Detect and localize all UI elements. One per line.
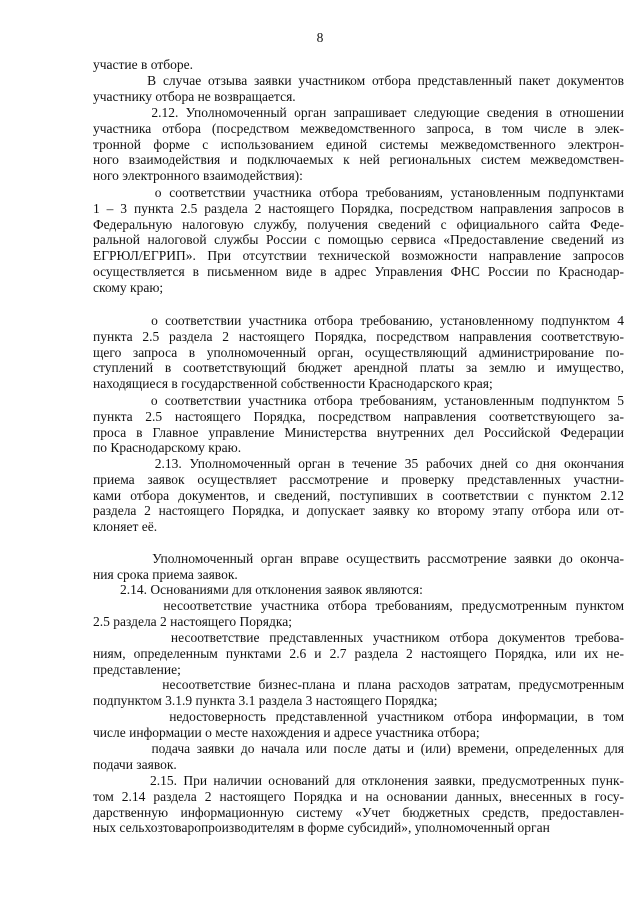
text-line: ЕГРЮЛ/ЕГРИП». При отсутствии технической возможности направление запросов [93,248,624,264]
text-line: 2.14. Основаниями для отклонения заявок являются: [93,582,423,597]
text-line: ступлений в соответствующий бюджет арендной платы за землю и имущество, [93,360,624,376]
text-line: 2.13. Уполномоченный орган в течение 35 рабочих дней со дня окончания [93,456,624,471]
text-line: пункта 2.5 раздела 2 настоящего Порядка, посредством направления соответствую- [93,328,624,344]
text-line: о соответствии участника отбора требованиям, установленным подпунктами [93,185,624,200]
paragraph [93,741,624,773]
paragraph [93,313,624,392]
page-number: 8 [316,30,324,45]
text-line: клоняет её. [93,519,158,535]
text-line: ного электронного взаимодействия): [93,168,303,184]
paragraph [93,393,624,456]
paragraph [93,630,624,677]
text-line: о соответствии участника отбора требованиям, установленным подпунктом 5 [93,393,624,408]
text-line: несоответствие бизнес-плана и плана расходов затратам, предусмотренным [93,677,624,692]
text-line: подпунктом 3.1.9 пункта 3.1 раздела 3 настоящего Порядка; [93,692,438,708]
text-line: ками отбора документов, и сведений, поступивших в соответствии с пунктом 2.12 [93,487,624,503]
text-line: пункта 2.5 настоящего Порядка, посредством направления соответствующего за- [93,408,624,424]
text-line: щего запроса в уполномоченный орган, осуществляющий администрирование по- [93,344,624,360]
paragraph [93,773,624,836]
paragraph [93,551,624,583]
text-line: находящиеся в государственной собственности Краснодарского края; [93,376,493,392]
text-line: ных сельхозтоваропроизводителям в форме субсидий», уполномоченный орган [93,820,550,836]
paragraph [93,677,624,709]
text-line: проса в Главное управление Министерства внутренних дел Российской Федерации [93,424,624,440]
text-line: дарственную информационную систему «Учет бюджетных средств, предоставлен- [93,804,624,820]
paragraph [93,105,624,184]
text-line: раздела 2 настоящего Порядка, и допускает заявку ко второму этапу отбора или от- [93,503,624,519]
text-line: В случае отзыва заявки участником отбора представленный пакет документов [93,73,624,88]
text-line: приема заявок осуществляет рассмотрение и проверку представленных участни- [93,471,624,487]
paragraph [93,185,624,296]
text-line: ральной налоговой службы России с помощью сервиса «Предоставление сведений из [93,232,624,248]
text-line: ния срока приема заявок. [93,566,238,582]
text-line: ниям, определенным пунктами 2.6 и 2.7 раздела 2 настоящего Порядка, или их не- [93,645,624,661]
text-line: скому краю; [93,279,164,295]
paragraph [93,456,624,535]
text-line: ного взаимодействия и подключаемых к ней региональных систем межведомствен- [93,152,624,168]
text-line: участника отбора (посредством межведомственного запроса, в том числе в элек- [93,120,624,136]
paragraph [93,582,624,598]
text-line: о соответствии участника отбора требованию, установленному подпунктом 4 [93,313,624,328]
text-line: недостоверность представленной участником отбора информации, в том [93,709,624,724]
text-line: Федеральную налоговую службу, получения сведений с официального сайта Феде- [93,216,624,232]
text-line: осуществляется в письменном виде в адрес Управления ФНС России по Краснодар- [93,263,624,279]
text-line: 2.5 раздела 2 настоящего Порядка; [93,613,292,629]
text-line: по Краснодарскому краю. [93,440,242,456]
paragraph [93,73,624,105]
text-line: 2.15. При наличии оснований для отклонения заявки, предусмотренных пунк- [93,773,624,788]
text-line: подача заявки до начала или после даты и (или) времени, определенных для [93,741,624,756]
text-line: том 2.14 раздела 2 настоящего Порядка и на основании данных, внесенных в госу- [93,788,624,804]
text-line: Уполномоченный орган вправе осуществить рассмотрение заявки до оконча- [93,551,624,566]
paragraph [93,598,624,630]
text-line: представление; [93,661,181,677]
text-line: несоответствие участника отбора требованиям, предусмотренным пунктом [93,598,624,613]
text-line: несоответствие представленных участником отбора документов требова- [93,630,624,645]
text-line: тронной форме с использованием единой системы межведомственного электрон- [93,136,624,152]
text-line: участнику отбора не возвращается. [93,88,296,104]
paragraph [93,57,624,73]
paragraph [93,709,624,741]
text-line: участие в отборе. [93,57,193,72]
text-line: 1 – 3 пункта 2.5 раздела 2 настоящего Порядка, посредством направления запросов в [93,200,624,216]
text-line: подачи заявок. [93,756,177,772]
text-line: числе информации о месте нахождения и адресе участника отбора; [93,724,480,740]
text-line: 2.12. Уполномоченный орган запрашивает следующие сведения в отношении [93,105,624,120]
